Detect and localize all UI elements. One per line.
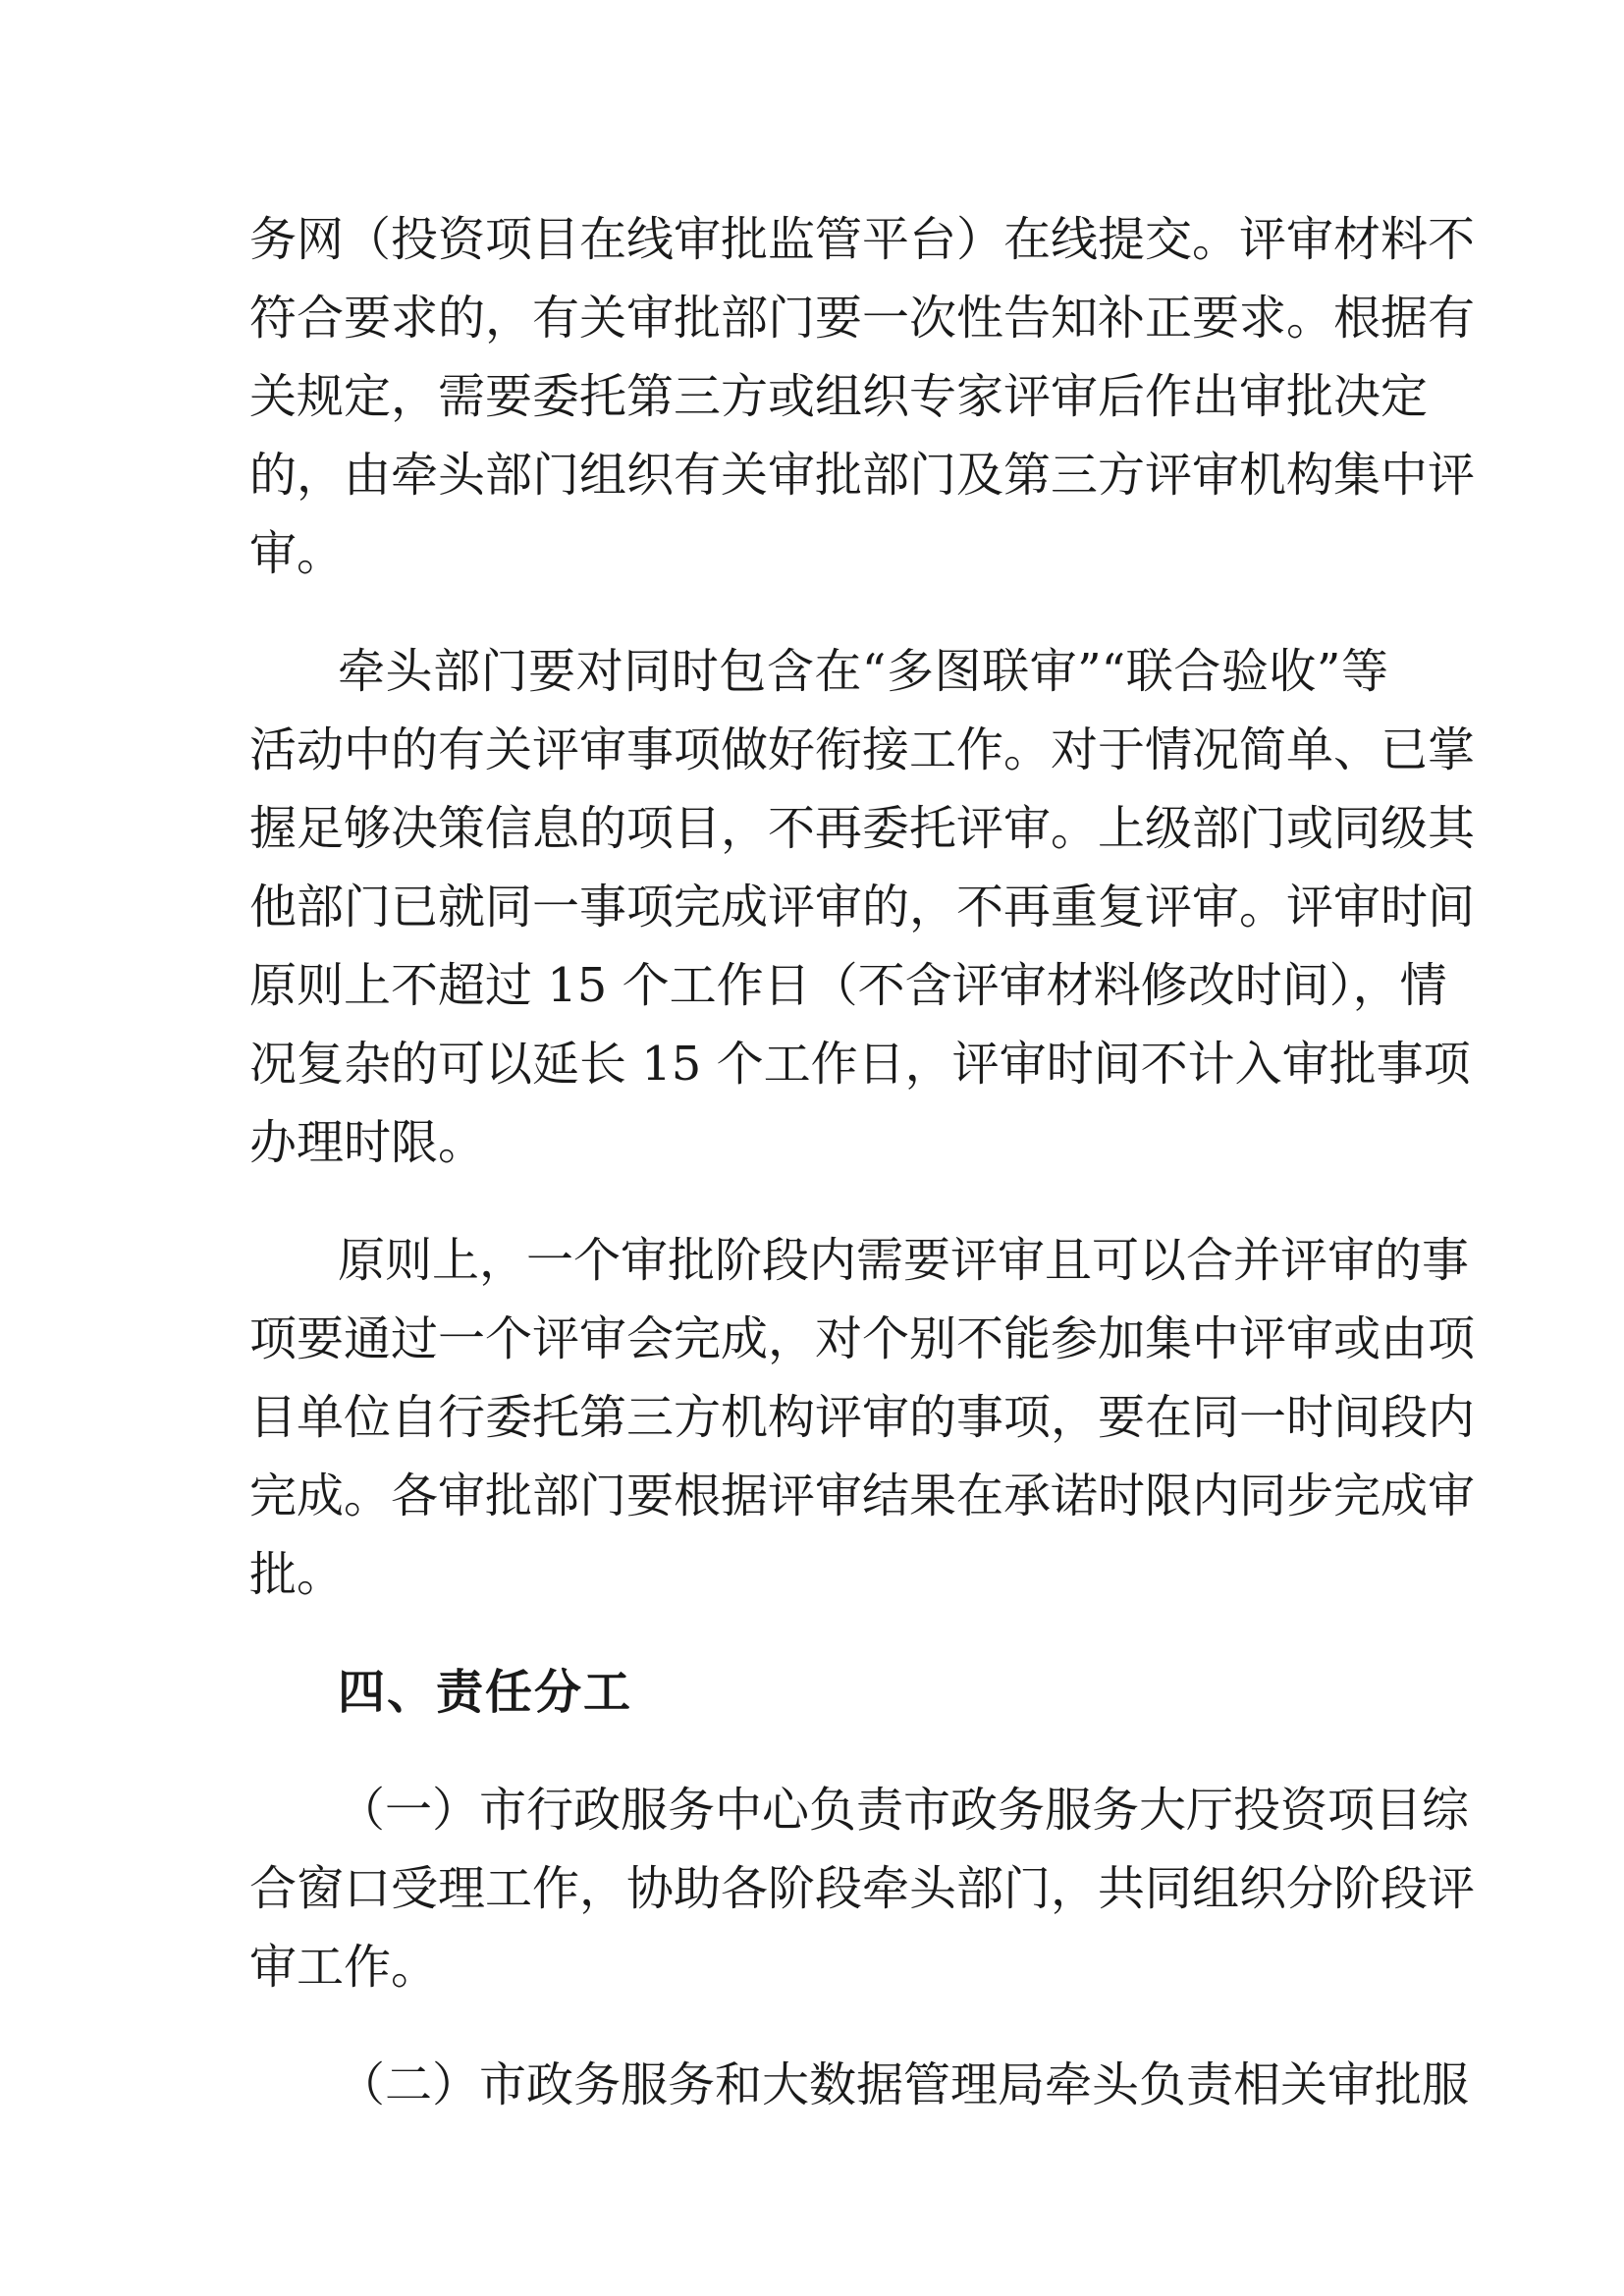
text-line: 原则上不超过 15 个工作日（不含评审材料修改时间），情 — [249, 958, 1447, 1013]
text-line: 目单位自行委托第三方机构评审的事项，要在同一时间段内 — [249, 1390, 1476, 1445]
text-line: 合窗口受理工作，协助各阶段牵头部门，共同组织分阶段评 — [249, 1861, 1476, 1916]
text-line: 务网（投资项目在线审批监管平台）在线提交。评审材料不 — [249, 212, 1476, 267]
text-line: 办理时限。 — [249, 1115, 486, 1170]
text-line: 活动中的有关评审事项做好衔接工作。对于情况简单、已掌 — [249, 722, 1476, 777]
text-line: 符合要求的，有关审批部门要一次性告知补正要求。根据有 — [249, 291, 1476, 346]
text-line: 项要通过一个评审会完成，对个别不能参加集中评审或由项 — [249, 1311, 1476, 1366]
text-line: 握足够决策信息的项目，不再委托评审。上级部门或同级其 — [249, 801, 1476, 856]
text-line: 他部门已就同一事项完成评审的，不再重复评审。评审时间 — [249, 880, 1476, 934]
section-heading: 四、责任分工 — [338, 1665, 633, 1720]
text-line: 批。 — [249, 1547, 345, 1602]
paragraph-first-line: （二）市政务服务和大数据管理局牵头负责相关审批服 — [338, 2057, 1470, 2112]
paragraph-first-line: 牵头部门要对同时包含在“多图联审”“联合验收”等 — [338, 644, 1388, 699]
text-line: 关规定，需要委托第三方或组织专家评审后作出审批决定 — [249, 369, 1429, 424]
text-line: 审。 — [249, 526, 345, 581]
paragraph-first-line: （一）市行政服务中心负责市政务服务大厅投资项目综 — [338, 1783, 1470, 1838]
paragraph-first-line: 原则上，一个审批阶段内需要评审且可以合并评审的事 — [338, 1233, 1470, 1288]
text-line: 况复杂的可以延长 15 个工作日，评审时间不计入审批事项 — [249, 1037, 1471, 1092]
text-line: 完成。各审批部门要根据评审结果在承诺时限内同步完成审 — [249, 1468, 1476, 1523]
text-line: 审工作。 — [249, 1940, 439, 1995]
text-line: 的，由牵头部门组织有关审批部门及第三方评审机构集中评 — [249, 448, 1476, 503]
